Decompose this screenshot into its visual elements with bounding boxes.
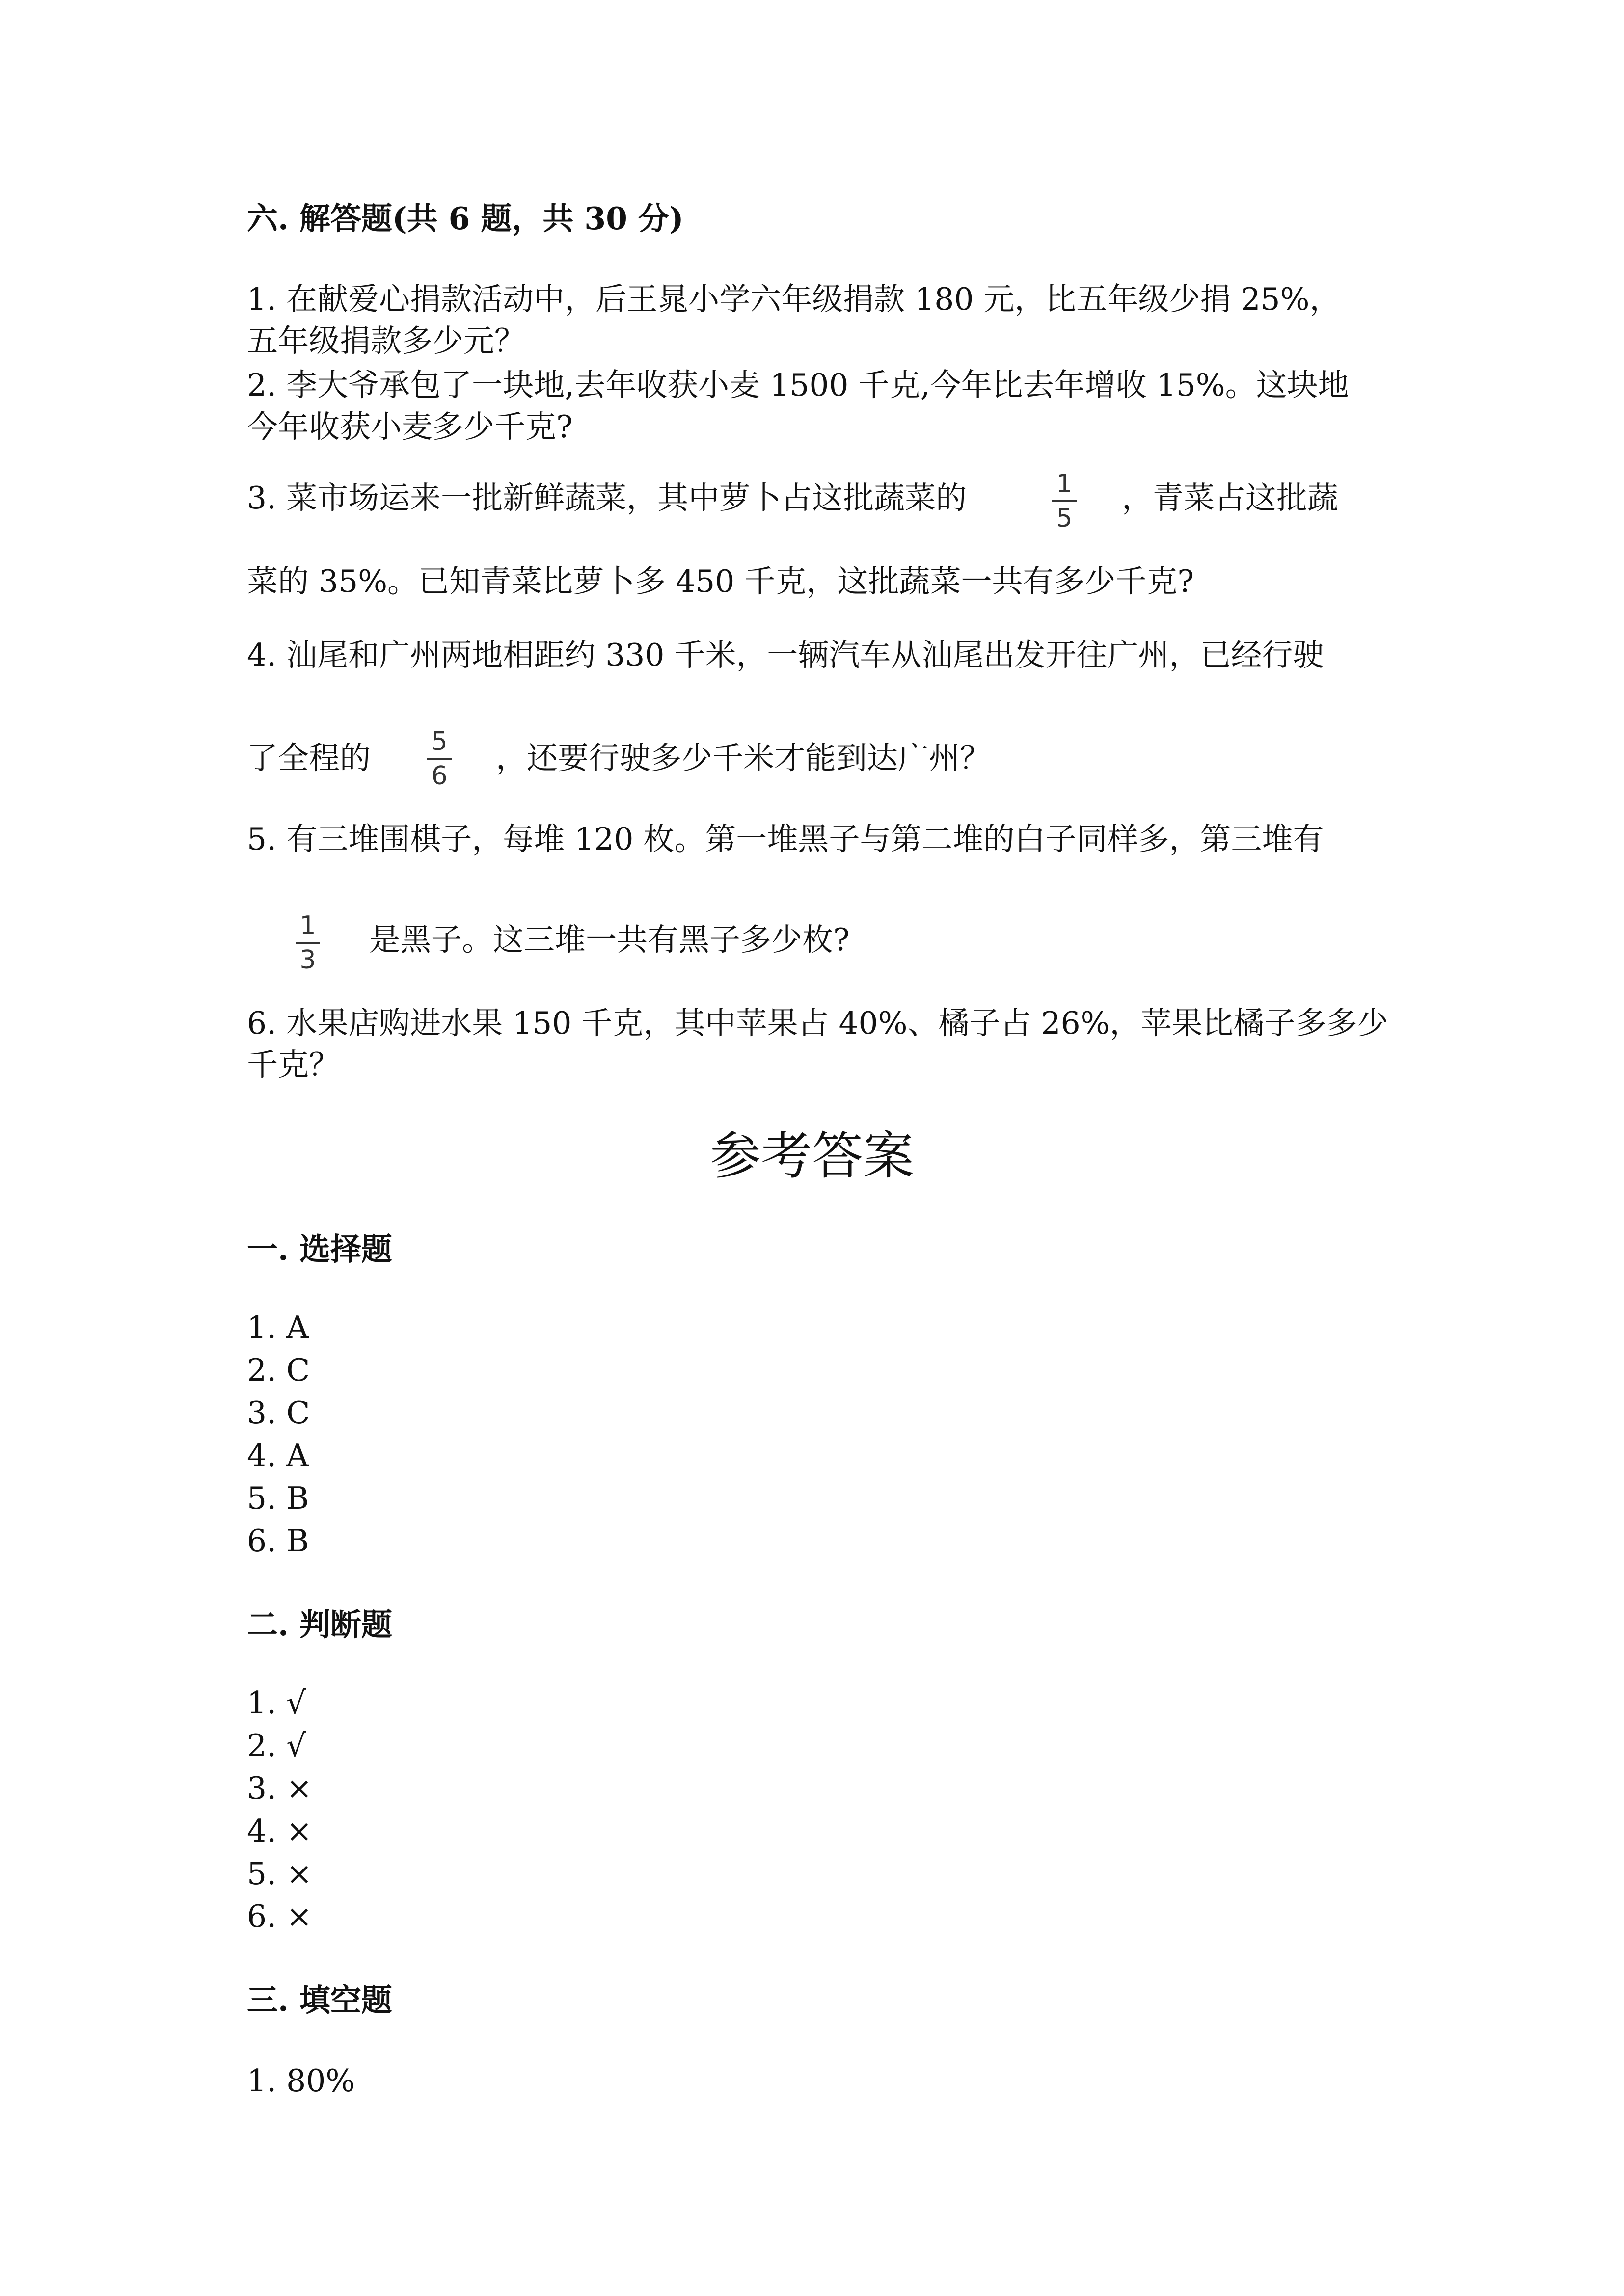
answer-item: 2. √ bbox=[247, 1728, 306, 1763]
question-2-line-1: 2. 李大爷承包了一块地,去年收获小麦 1500 千克,今年比去年增收 15%。这块地 bbox=[247, 367, 1349, 403]
question-2-line-2: 今年收获小麦多少千克? bbox=[247, 409, 573, 445]
question-3-line-1-tail: ，青菜占这批蔬 bbox=[1122, 480, 1338, 516]
fraction-numerator: 5 bbox=[431, 727, 448, 756]
fraction-denominator: 3 bbox=[299, 945, 316, 975]
answer-item: 1. 80% bbox=[247, 2063, 355, 2099]
fraction-bar bbox=[296, 942, 320, 944]
question-3-line-2: 菜的 35%。已知青菜比萝卜多 450 千克，这批蔬菜一共有多少千克? bbox=[247, 563, 1194, 599]
fraction-five-sixths bbox=[422, 726, 457, 791]
question-6-line-1: 6. 水果店购进水果 150 千克，其中苹果占 40%、橘子占 26%，苹果比橘子多多少 bbox=[247, 1005, 1388, 1041]
fraction-numerator: 1 bbox=[1056, 469, 1073, 499]
answer-item: 5. B bbox=[247, 1480, 309, 1516]
answers-part-2-heading: 二. 判断题 bbox=[247, 1606, 392, 1643]
fraction-one-third bbox=[291, 910, 325, 975]
question-1-line-2: 五年级捐款多少元？ bbox=[247, 323, 525, 359]
answer-item: 3. × bbox=[247, 1770, 312, 1806]
answer-item: 6. × bbox=[247, 1898, 312, 1934]
answer-item: 5. × bbox=[247, 1856, 312, 1892]
answers-part-3-heading: 三. 填空题 bbox=[247, 1982, 392, 2018]
answer-item: 1. √ bbox=[247, 1685, 306, 1721]
question-5-line-2-tail: 是黑子。这三堆一共有黑子多少枚? bbox=[369, 922, 850, 958]
answer-item: 2. C bbox=[247, 1352, 310, 1388]
answer-item: 4. × bbox=[247, 1813, 312, 1849]
fraction-one-fifth bbox=[1047, 469, 1082, 534]
question-1-line-1: 1. 在献爱心捐款活动中，后王晁小学六年级捐款 180 元，比五年级少捐 25%， bbox=[247, 281, 1341, 317]
answers-title: 参考答案 bbox=[709, 1126, 914, 1186]
fraction-bar bbox=[427, 758, 452, 760]
fraction-bar bbox=[1052, 500, 1077, 502]
question-6-line-2: 千克？ bbox=[247, 1047, 340, 1083]
answer-item: 6. B bbox=[247, 1523, 309, 1559]
question-4-line-2-text: 了全程的 bbox=[247, 740, 371, 776]
answer-item: 3. C bbox=[247, 1395, 310, 1431]
fraction-numerator: 1 bbox=[299, 911, 316, 940]
question-3-line-1-text: 3. 菜市场运来一批新鲜蔬菜，其中萝卜占这批蔬菜的 bbox=[247, 480, 967, 516]
question-5-line-1: 5. 有三堆围棋子，每堆 120 枚。第一堆黑子与第二堆的白子同样多，第三堆有 bbox=[247, 821, 1324, 857]
question-4-line-2-tail: ，还要行驶多少千米才能到达广州？ bbox=[496, 740, 991, 776]
fraction-denominator: 5 bbox=[1056, 504, 1073, 533]
answer-item: 4. A bbox=[247, 1438, 309, 1473]
answer-item: 1. A bbox=[247, 1309, 309, 1345]
question-4-line-1: 4. 汕尾和广州两地相距约 330 千米，一辆汽车从汕尾出发开往广州，已经行驶 bbox=[247, 637, 1324, 673]
section-heading-6: 六. 解答题(共 6 题，共 30 分) bbox=[247, 200, 684, 237]
answers-part-1-heading: 一. 选择题 bbox=[247, 1231, 392, 1267]
fraction-denominator: 6 bbox=[431, 761, 448, 791]
